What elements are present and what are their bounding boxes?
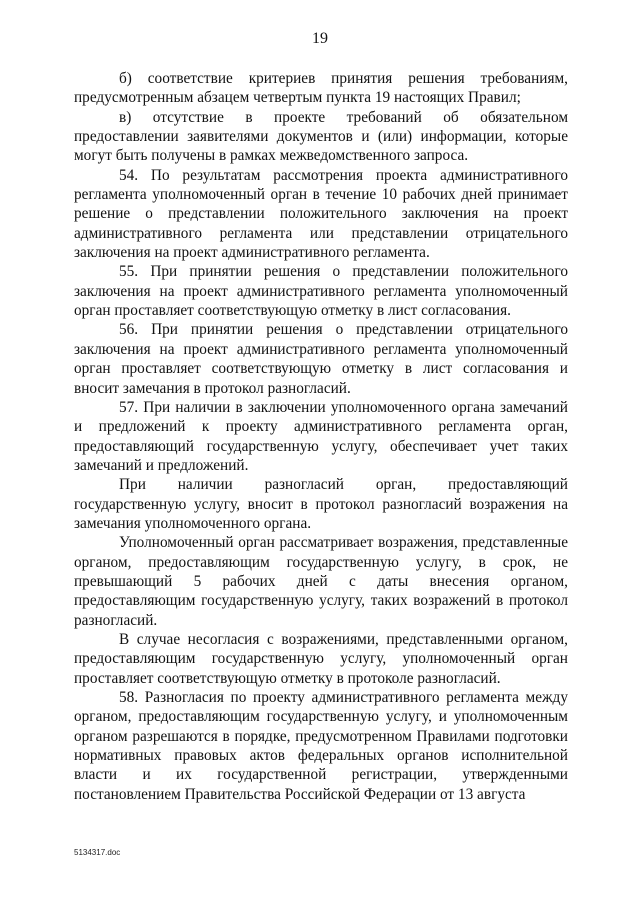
paragraph-57-non-agreement: В случае несогласия с возражениями, представленными органом, предоставляющим государственную услугу, уполномоченный орган проставляет соответствующую отметку в протоколе разногласий. bbox=[74, 630, 568, 687]
page-number: 19 bbox=[312, 30, 328, 47]
paragraph-55: 55. При принятии решения о представлении положительного заключения на проект административного регламента уполномоченный орган проставляет соответствующую отметку в лист согласования. bbox=[74, 263, 568, 320]
paragraph-57: 57. При наличии в заключении уполномоченного органа замечаний и предложений к проекту административного регламента орган, предоставляющий государственную услугу, обеспечивает учет таких замечаний и предложений. bbox=[74, 398, 568, 474]
paragraph-56: 56. При принятии решения о представлении отрицательного заключения на проект административного регламента уполномоченный орган проставляет соответствующую отметку в лист согласования и вносит замечания в протокол разногласий. bbox=[74, 321, 568, 397]
paragraph-58: 58. Разногласия по проекту административного регламента между органом, предоставляющим государственную услугу, и уполномоченным органом разрешаются в порядке, предусмотренном Правилами подготовки нормативных правовых актов федеральных органов исполнительной власти и их государственной регистрации, утвержденными постановлением Правительства Российской Федерации от 13 августа bbox=[74, 689, 568, 803]
paragraph-57-objections-review: Уполномоченный орган рассматривает возражения, представленные органом, предоставляющим государственную услугу, в срок, не превышающий 5 рабочих дней с даты внесения органом, предоставляющим государственную услугу, таких возражений в протокол разногласий. bbox=[74, 534, 568, 629]
document-filename-footer: 5134317.doc bbox=[74, 848, 121, 857]
paragraph-57-disagreements: При наличии разногласий орган, предоставляющий государственную услугу, вносит в протокол разногласий возражения на замечания уполномоченного органа. bbox=[74, 476, 568, 532]
paragraph-54: 54. По результатам рассмотрения проекта административного регламента уполномоченный орган в течение 10 рабочих дней принимает решение о представлении положительного заключения на проект административного регламента или представлении отрицательного заключения на проект административного регламента. bbox=[74, 166, 568, 262]
paragraph-b: б) соответствие критериев принятия решения требованиям, предусмотренным абзацем четвертым пункта 19 настоящих Правил; bbox=[74, 70, 568, 107]
paragraph-v: в) отсутствие в проекте требований об обязательном предоставлении заявителями документов и (или) информации, которые могут быть получены в рамках межведомственного запроса. bbox=[74, 108, 568, 165]
document-body bbox=[74, 69, 568, 804]
